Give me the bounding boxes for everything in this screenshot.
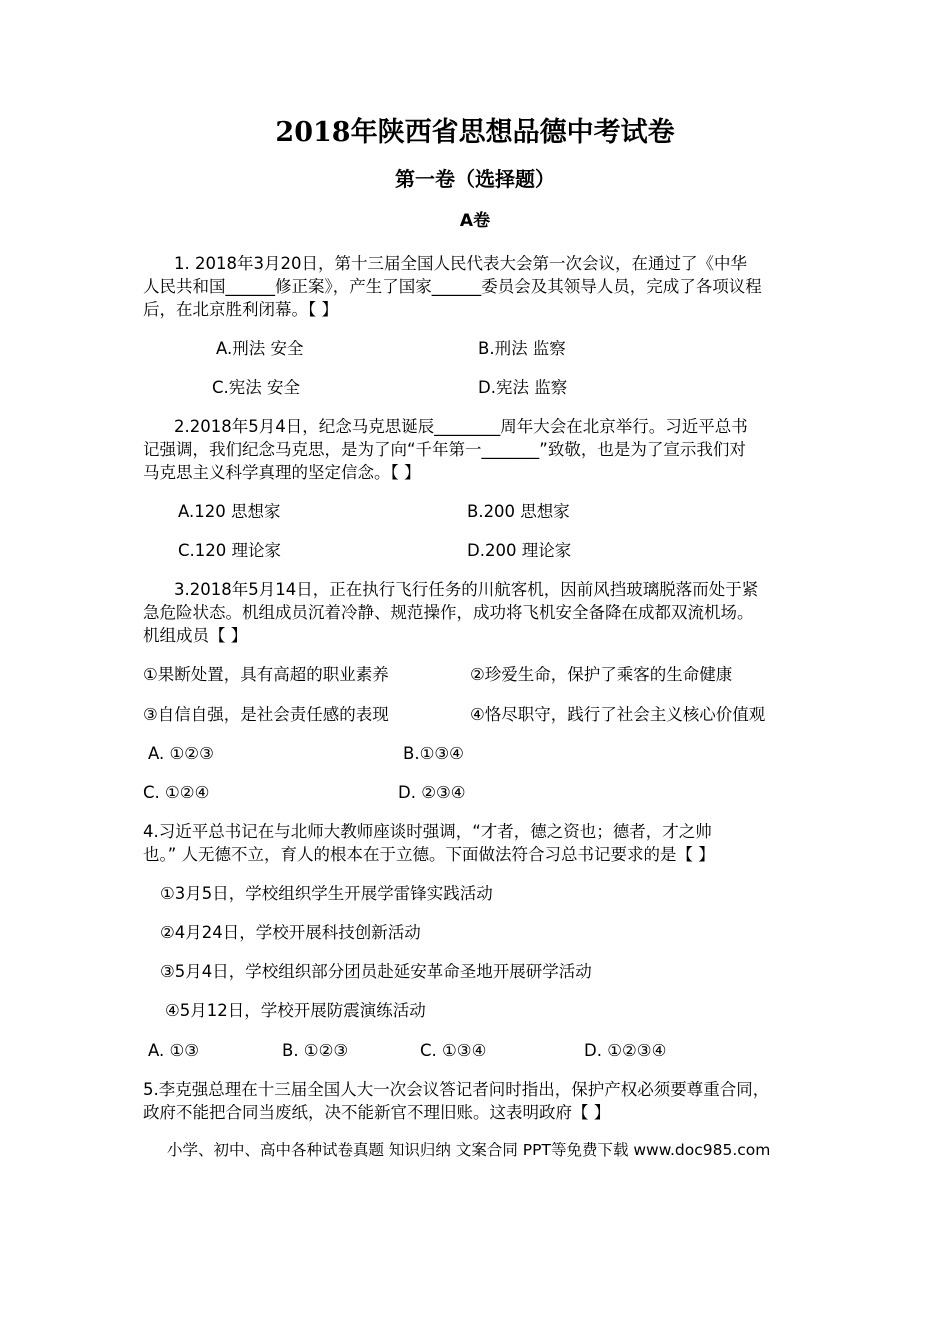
- choice-a: A.120 思想家: [178, 502, 281, 521]
- choice-c: C. ①②④: [143, 783, 210, 802]
- statement-2: ②珍爱生命，保护了乘客的生命健康: [470, 665, 733, 684]
- question-text-line: 人民共和国______修正案》，产生了国家______委员会及其领导人员，完成了各项议程: [143, 277, 762, 296]
- choice-a: A. ①③: [148, 1041, 200, 1060]
- question-text-line: 马克思主义科学真理的坚定信念。【 】: [143, 463, 421, 482]
- choice-b: B.①③④: [403, 744, 464, 763]
- section-heading: A卷: [459, 211, 491, 231]
- question-text-line: 3.2018年5月14日，正在执行飞行任务的川航客机，因前风挡玻璃脱落而处于紧: [174, 580, 759, 599]
- statement-1: ①3月5日，学校组织学生开展学雷锋实践活动: [160, 884, 493, 903]
- choice-d: D. ②③④: [398, 783, 466, 802]
- question-text-line: 1. 2018年3月20日，第十三届全国人民代表大会第一次会议，在通过了《中华: [174, 254, 747, 273]
- question-text-line: 政府不能把合同当废纸，决不能新官不理旧账。这表明政府【 】: [143, 1103, 611, 1122]
- question-text-line: 机组成员【 】: [143, 626, 248, 645]
- question-text-line: 急危险状态。机组成员沉着冷静、规范操作，成功将飞机安全备降在成都双流机场。: [143, 603, 754, 622]
- question-text-line: 也。” 人无德不立，育人的根本在于立德。下面做法符合习总书记要求的是【 】: [143, 845, 715, 864]
- statement-4: ④5月12日，学校开展防震演练活动: [165, 1001, 426, 1020]
- choice-c: C.120 理论家: [178, 541, 282, 560]
- statement-1: ①果断处置，具有高超的职业素养: [143, 665, 389, 684]
- choice-d: D. ①②③④: [584, 1041, 667, 1060]
- choice-b: B. ①②③: [282, 1041, 349, 1060]
- statement-3: ③自信自强，是社会责任感的表现: [143, 705, 389, 724]
- choice-b: B.200 思想家: [467, 502, 570, 521]
- question-text-line: 记强调，我们纪念马克思，是为了向“千年第一_______”致敬，也是为了宣示我们对: [143, 440, 746, 459]
- question-text-line: 5.李克强总理在十三届全国人大一次会议答记者问时指出，保护产权必须要尊重合同，: [143, 1080, 770, 1099]
- statement-4: ④恪尽职守，践行了社会主义核心价值观: [470, 705, 766, 724]
- choice-c: C. ①③④: [420, 1041, 487, 1060]
- footer-note: 小学、初中、高中各种试卷真题 知识归纳 文案合同 PPT等免费下载 www.doc985.com: [167, 1141, 771, 1159]
- choice-c: C.宪法 安全: [212, 378, 301, 397]
- choice-a: A. ①②③: [148, 744, 214, 763]
- volume-subtitle: 第一卷（选择题）: [395, 167, 555, 191]
- choice-d: D.200 理论家: [467, 541, 572, 560]
- choice-b: B.刑法 监察: [478, 339, 566, 358]
- choice-d: D.宪法 监察: [478, 378, 568, 397]
- question-text-line: 2.2018年5月4日，纪念马克思诞辰________周年大会在北京举行。习近平总书: [174, 417, 748, 436]
- page-title: 2018年陕西省思想品德中考试卷: [275, 117, 675, 148]
- question-text-line: 后，在北京胜利闭幕。【 】: [143, 300, 338, 319]
- question-text-line: 4.习近平总书记在与北师大教师座谈时强调，“才者，德之资也；德者，才之帅: [143, 822, 712, 841]
- statement-2: ②4月24日，学校开展科技创新活动: [160, 923, 421, 942]
- choice-a: A.刑法 安全: [216, 339, 304, 358]
- statement-3: ③5月4日，学校组织部分团员赴延安革命圣地开展研学活动: [160, 962, 592, 981]
